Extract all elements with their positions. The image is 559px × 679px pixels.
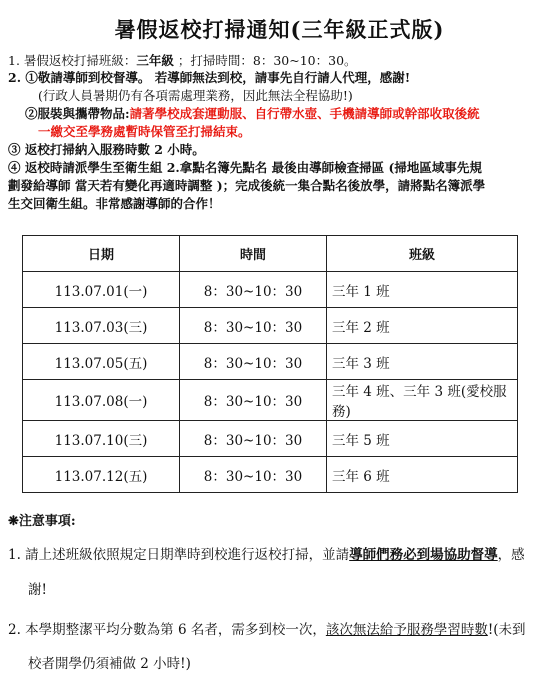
intro-line-8: 劃發給導師 當天若有變化再適時調整 )；完成後統一集合點名後放學，請將點名簿派學 xyxy=(8,178,486,193)
header-time: 時間 xyxy=(180,236,327,272)
table-row xyxy=(23,344,518,380)
notes-heading: ❋注意事項: xyxy=(8,514,76,529)
intro-grade: 三年級 xyxy=(136,53,174,68)
note-2-emphasis: 該次無法給予服務學習時數 xyxy=(325,622,488,638)
table-row xyxy=(23,308,518,344)
cell-time: 8：30~10：30 xyxy=(180,272,327,308)
note-1-a: 1. 請上述班級依照規定日期準時到校進行返校打掃，並請 xyxy=(8,547,350,563)
intro-line-2: 2. ①敬請導師到校督導。 若導師無法到校，請事先自行請人代理，感謝! xyxy=(8,70,411,85)
intro-line-6: ③ 返校打掃納入服務時數 2 小時。 xyxy=(8,142,205,157)
cell-date: 113.07.08(一) xyxy=(23,380,180,421)
intro-line-9: 生交回衛生組。非常感謝導師的合作！ xyxy=(8,196,221,211)
page-title: 暑假返校打掃通知(三年級正式版) xyxy=(114,17,445,42)
intro-line-4-a: ②服裝與攜帶物品: xyxy=(25,106,130,121)
table-row xyxy=(23,272,518,308)
note-2-a: 2. 本學期整潔平均分數為第 6 名者，需多到校一次， xyxy=(8,622,326,638)
cell-class: 三年 5 班 xyxy=(327,421,518,457)
note-2-line-1 xyxy=(8,618,526,638)
header-class: 班級 xyxy=(327,236,518,272)
note-1-emphasis: 導師們務必到場協助督導 xyxy=(349,547,498,563)
intro-line-4 xyxy=(25,105,480,122)
cell-time: 8：30~10：30 xyxy=(180,421,327,457)
intro-line-1-c: ；打掃時間：8：30~10：30。 xyxy=(173,53,357,68)
intro-line-7: ④ 返校時請派學生至衛生組 2.拿點名簿先點名 最後由導師檢查掃區 (掃地區域事先規 xyxy=(8,160,482,175)
note-2-line-2: 校者開學仍須補做 2 小時!) xyxy=(28,656,191,672)
cell-date: 113.07.01(一) xyxy=(23,272,180,308)
cell-time: 8：30~10：30 xyxy=(180,308,327,344)
cell-class: 三年 4 班、三年 3 班(愛校服務) xyxy=(327,380,518,421)
cell-time: 8：30~10：30 xyxy=(180,344,327,380)
intro-line-1-a: 1. 暑假返校打掃班級： xyxy=(8,53,137,68)
note-1-line-1 xyxy=(8,543,525,563)
cell-date: 113.07.10(三) xyxy=(23,421,180,457)
schedule-table xyxy=(22,235,518,493)
cell-class: 三年 3 班 xyxy=(327,344,518,380)
table-header-row xyxy=(23,236,518,272)
cell-class: 三年 2 班 xyxy=(327,308,518,344)
cell-date: 113.07.05(五) xyxy=(23,344,180,380)
table-row xyxy=(23,421,518,457)
intro-line-1 xyxy=(8,52,357,69)
intro-line-5: 一繳交至學務處暫時保管至打掃結束。 xyxy=(38,124,251,139)
intro-line-4-b: 請著學校成套運動服、自行帶水壺、手機請導師或幹部收取後統 xyxy=(129,106,480,121)
table-row xyxy=(23,380,518,421)
cell-class: 三年 6 班 xyxy=(327,457,518,493)
note-1-line-2: 謝! xyxy=(28,582,47,598)
cell-time: 8：30~10：30 xyxy=(180,380,327,421)
intro-line-3: (行政人員暑期仍有各項需處理業務，因此無法全程協助!) xyxy=(38,88,353,103)
table-row xyxy=(23,457,518,493)
header-date: 日期 xyxy=(23,236,180,272)
note-2-c: !(未到 xyxy=(487,622,526,638)
cell-time: 8：30~10：30 xyxy=(180,457,327,493)
cell-date: 113.07.03(三) xyxy=(23,308,180,344)
cell-class: 三年 1 班 xyxy=(327,272,518,308)
cell-date: 113.07.12(五) xyxy=(23,457,180,493)
note-1-c: ，感 xyxy=(497,547,525,563)
